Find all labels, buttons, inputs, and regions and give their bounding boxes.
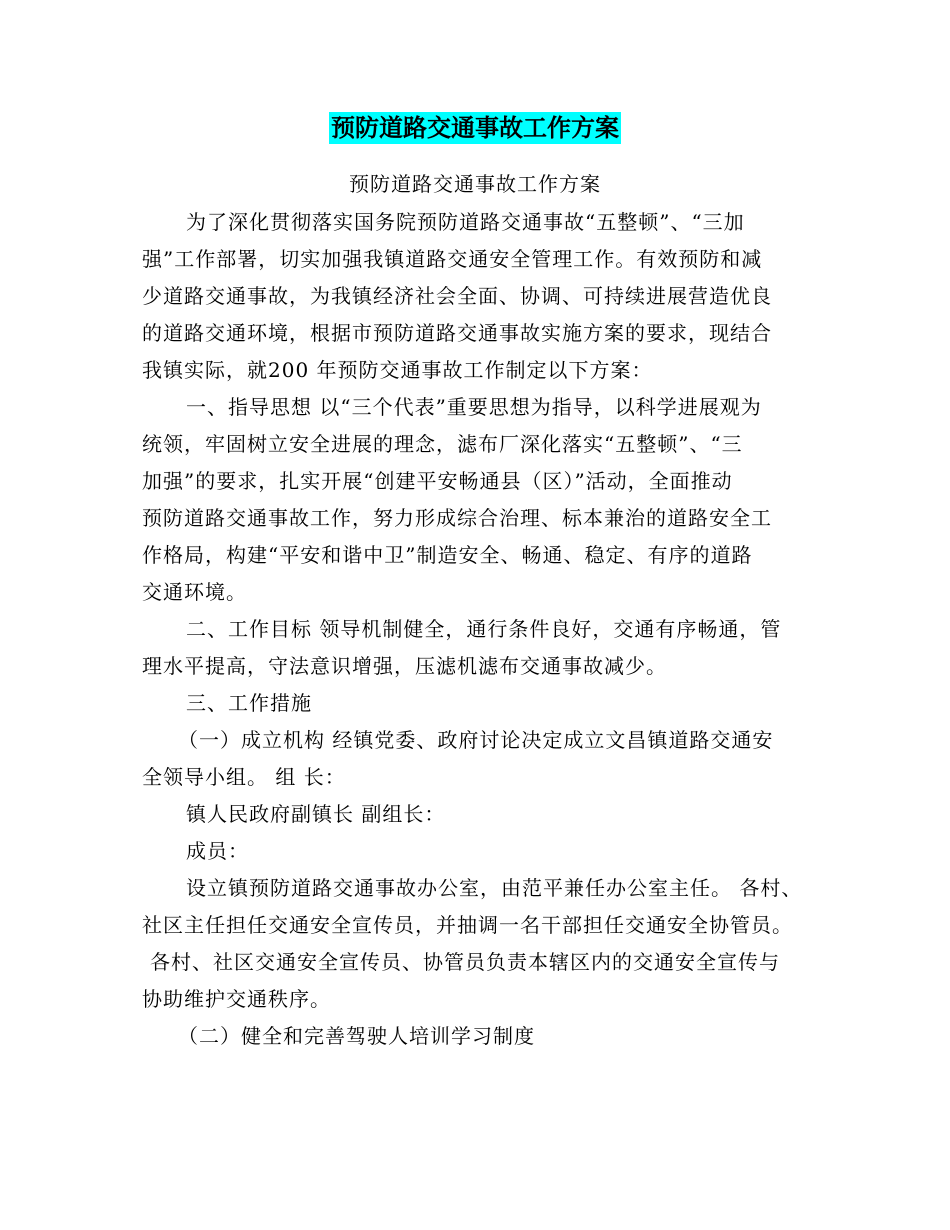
paragraph-line: 各村、社区交通安全宣传员、协管员负责本辖区内的交通安全宣传与: [150, 950, 780, 974]
paragraph-line: 社区主任担任交通安全宣传员，并抽调一名干部担任交通安全协管员。: [142, 913, 793, 937]
paragraph-line: 预防道路交通事故工作，努力形成综合治理、标本兼治的道路安全工: [142, 506, 772, 530]
paragraph-line: 理水平提高，守法意识增强，压滤机滤布交通事故减少。: [142, 654, 667, 678]
paragraph-line: 作格局，构建“平安和谐中卫”制造安全、畅通、稳定、有序的道路: [142, 543, 753, 567]
document-title: 预防道路交通事故工作方案: [331, 114, 619, 142]
subsection-heading-line: （一）成立机构 经镇党委、政府讨论决定成立文昌镇道路交通安: [178, 728, 774, 752]
subsection-heading-line: （二）健全和完善驾驶人培训学习制度: [178, 1024, 535, 1048]
paragraph-line: 成员：: [186, 839, 249, 863]
paragraph-line: 的道路交通环境，根据市预防道路交通事故实施方案的要求，现结合: [142, 321, 772, 345]
paragraph-line: 少道路交通事故，为我镇经济社会全面、协调、可持续进展营造优良: [142, 284, 772, 308]
title-container: [0, 112, 950, 144]
paragraph-line: 强”工作部署，切实加强我镇道路交通安全管理工作。有效预防和减: [142, 247, 763, 271]
section-heading-line: 三、工作措施: [186, 691, 312, 715]
paragraph-line: 交通环境。: [142, 580, 247, 604]
paragraph-line: 设立镇预防道路交通事故办公室，由范平兼任办公室主任。 各村、: [186, 876, 803, 900]
paragraph-line: 全领导小组。 组 长：: [142, 765, 346, 789]
paragraph-line: 我镇实际，就200 年预防交通事故工作制定以下方案：: [142, 358, 653, 382]
paragraph-line: 统领，牢固树立安全进展的理念，滤布厂深化落实“五整顿”、“三: [142, 432, 743, 456]
document-subtitle: 预防道路交通事故工作方案: [349, 172, 601, 196]
paragraph-line: 镇人民政府副镇长 副组长：: [186, 802, 446, 826]
section-heading-line: 一、指导思想 以“三个代表”重要思想为指导，以科学进展观为: [186, 395, 762, 419]
paragraph-line: 为了深化贯彻落实国务院预防道路交通事故“五整顿”、“三加: [186, 210, 745, 234]
paragraph-line: 协助维护交通秩序。: [142, 987, 331, 1011]
paragraph-line: 加强”的要求，扎实开展“创建平安畅通县（区）”活动，全面推动: [142, 469, 733, 493]
section-heading-line: 二、工作目标 领导机制健全，通行条件良好，交通有序畅通，管: [186, 617, 782, 641]
